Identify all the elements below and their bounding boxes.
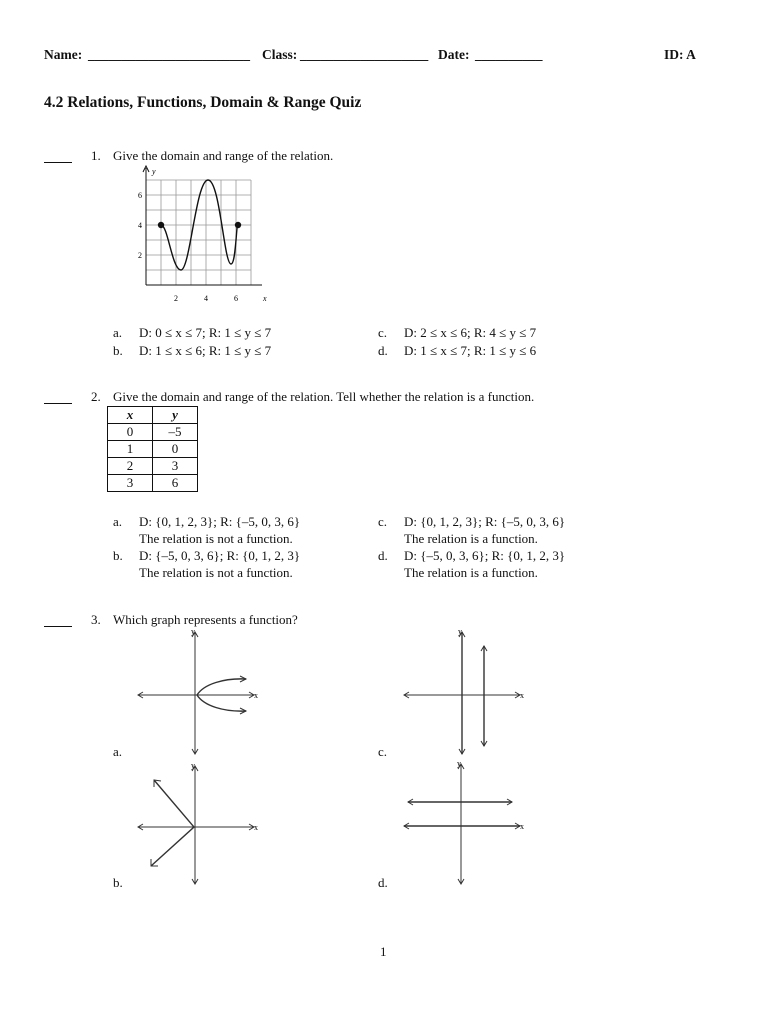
y-axis-label: y — [152, 167, 156, 176]
class-label: Class: — [262, 47, 298, 62]
choice-1a[interactable]: a. D: 0 ≤ x ≤ 7; R: 1 ≤ y ≤ 7 — [113, 325, 272, 340]
id-label: ID: A — [664, 47, 696, 62]
y-tick: 6 — [138, 191, 142, 200]
q3-graph-c — [400, 626, 528, 758]
endpoint-dot — [235, 222, 241, 228]
table-row: 3 6 — [108, 475, 198, 492]
choice-3c[interactable]: c. — [378, 744, 388, 759]
y-axis-label: y — [457, 759, 461, 768]
q3-graph-d — [400, 758, 528, 888]
x-axis-label: x — [254, 823, 258, 832]
x-tick: 2 — [174, 294, 178, 303]
table-row: 2 3 — [108, 458, 198, 475]
page-title: 4.2 Relations, Functions, Domain & Range Quiz — [44, 94, 362, 111]
question-number-1: 1. — [91, 148, 101, 163]
x-tick: 4 — [204, 294, 208, 303]
date-blank[interactable]: __________ — [475, 47, 543, 62]
choice-2c[interactable]: c. D: {0, 1, 2, 3}; R: {–5, 0, 3, 6} The relation is a function. — [378, 514, 566, 546]
choice-1d[interactable]: d. D: 1 ≤ x ≤ 7; R: 1 ≤ y ≤ 6 — [378, 343, 537, 358]
choice-1c[interactable]: c. D: 2 ≤ x ≤ 6; R: 4 ≤ y ≤ 7 — [378, 325, 537, 340]
class-blank[interactable]: ___________________ — [300, 47, 429, 62]
q1-graph — [138, 162, 278, 307]
relation-table — [107, 406, 198, 492]
table-header: x — [108, 407, 153, 424]
answer-blank-2[interactable] — [44, 389, 72, 404]
date-label: Date: — [438, 47, 470, 62]
name-blank[interactable]: ________________________ — [88, 47, 250, 62]
endpoint-dot — [158, 222, 164, 228]
question-text-1: Give the domain and range of the relation. — [113, 148, 334, 163]
choice-1b[interactable]: b. D: 1 ≤ x ≤ 6; R: 1 ≤ y ≤ 7 — [113, 343, 272, 358]
answer-blank-3[interactable] — [44, 612, 72, 627]
choice-2a[interactable]: a. D: {0, 1, 2, 3}; R: {–5, 0, 3, 6} The relation is not a function. — [113, 514, 301, 546]
choice-3d[interactable]: d. — [378, 875, 388, 890]
y-axis-label: y — [191, 627, 195, 636]
choice-3a[interactable]: a. — [113, 744, 123, 759]
answer-blank-1[interactable] — [44, 148, 72, 163]
y-tick: 4 — [138, 221, 142, 230]
page-number: 1 — [380, 944, 387, 959]
table-header-row — [108, 407, 198, 424]
q3-graph-b — [134, 760, 262, 888]
y-tick: 2 — [138, 251, 142, 260]
x-axis-label: x — [520, 691, 524, 700]
choice-2b[interactable]: b. D: {–5, 0, 3, 6}; R: {0, 1, 2, 3} The relation is not a function. — [113, 548, 301, 580]
q3-graph-a — [134, 626, 262, 758]
grid-lines — [146, 180, 251, 285]
x-axis-label: x — [520, 822, 524, 831]
v-shape — [151, 780, 194, 866]
table-row: 0 –5 — [108, 424, 198, 441]
question-number-2: 2. — [91, 389, 101, 404]
y-axis-label: y — [458, 627, 462, 636]
x-tick: 6 — [234, 294, 238, 303]
x-axis-label: x — [263, 294, 267, 303]
x-axis-label: x — [254, 691, 258, 700]
name-label: Name: — [44, 47, 83, 62]
choice-2d[interactable]: d. D: {–5, 0, 3, 6}; R: {0, 1, 2, 3} The relation is a function. — [378, 548, 566, 580]
y-axis-label: y — [191, 761, 195, 770]
table-header: y — [153, 407, 198, 424]
question-text-2: Give the domain and range of the relation. Tell whether the relation is a function. — [113, 389, 535, 404]
question-text-3: Which graph represents a function? — [113, 612, 298, 627]
table-row: 1 0 — [108, 441, 198, 458]
choice-3b[interactable]: b. — [113, 875, 123, 890]
question-number-3: 3. — [91, 612, 101, 627]
